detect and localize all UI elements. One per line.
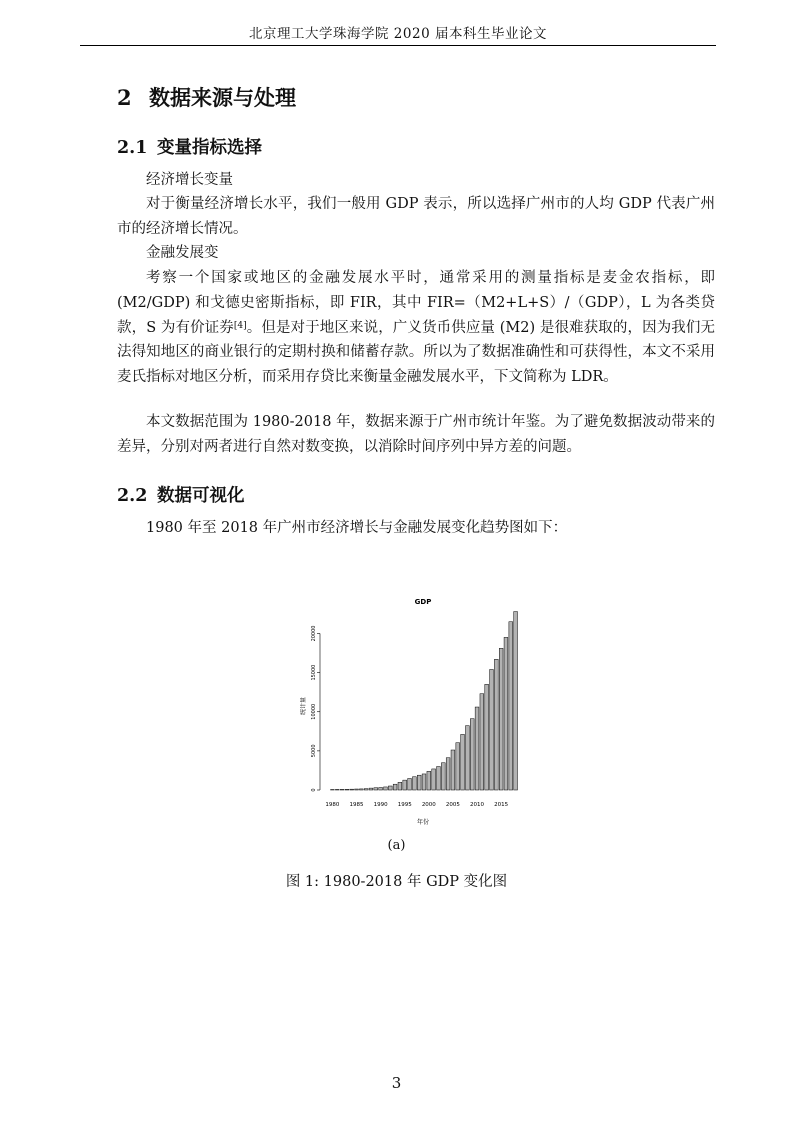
- subsection-title: 数据可视化: [157, 486, 245, 506]
- chart-bar: [504, 637, 508, 790]
- y-tick-label: 20000: [311, 625, 317, 642]
- chart-bar: [374, 788, 378, 790]
- x-tick-label: 2010: [470, 802, 485, 808]
- x-tick-label: 1980: [325, 802, 340, 808]
- chart-bar: [441, 763, 445, 790]
- chart-bar: [417, 775, 421, 790]
- chart-bar: [437, 767, 441, 790]
- paragraph-gdp: 对于衡量经济增长水平，我们一般用 GDP 表示，所以选择广州市的人均 GDP 代表广州市的经济增长情况。: [117, 196, 715, 237]
- figure-sub-label: (a): [387, 838, 406, 853]
- chart-bar: [340, 789, 344, 790]
- chart-x-label: 年份: [416, 819, 430, 826]
- chart-bar: [499, 648, 503, 790]
- x-tick-label: 1995: [397, 802, 412, 808]
- chart-bar: [422, 774, 426, 790]
- chart-bar: [490, 669, 494, 790]
- chart-bar: [412, 777, 416, 790]
- x-tick-label: 1990: [373, 802, 388, 808]
- chart-bar: [485, 684, 489, 790]
- chart-y-label: 统计量: [300, 696, 307, 716]
- header-divider: [80, 45, 716, 46]
- chart-bar: [384, 787, 388, 790]
- chart-bar: [398, 782, 402, 790]
- page-header: 北京理工大学珠海学院 2020 届本科生毕业论文: [249, 26, 547, 42]
- chart-bar: [335, 790, 339, 791]
- chart-bar: [403, 780, 407, 790]
- y-tick-label: 0: [311, 788, 317, 792]
- y-tick-label: 10000: [311, 703, 317, 720]
- paragraph-fir: [117, 266, 715, 390]
- chart-bar: [509, 622, 513, 790]
- chart-bar: [369, 788, 373, 790]
- gdp-bar-chart: [300, 590, 530, 830]
- chart-bar: [494, 659, 498, 790]
- chart-bar: [427, 771, 431, 790]
- page-number: 3: [391, 1074, 402, 1092]
- chart-bar: [364, 789, 368, 790]
- chart-bar: [451, 750, 455, 790]
- chart-bar: [432, 769, 436, 790]
- chart-bar: [359, 789, 363, 790]
- chart-bar: [475, 707, 479, 790]
- chart-bar: [388, 786, 392, 790]
- chart-bar: [379, 788, 383, 791]
- chart-bar: [456, 743, 460, 790]
- x-tick-label: 2015: [494, 802, 509, 808]
- subsection-heading-2-2: [117, 482, 245, 507]
- subsection-title: 变量指标选择: [157, 138, 262, 158]
- chart-bar: [480, 694, 484, 790]
- gdp-chart-figure: [300, 590, 530, 830]
- chart-bar: [446, 758, 450, 790]
- chart-bar: [350, 789, 354, 790]
- chart-title: GDP: [414, 598, 432, 606]
- y-tick-label: 5000: [311, 744, 317, 758]
- x-tick-label: 1985: [349, 802, 364, 808]
- chart-bar: [470, 719, 474, 790]
- section-title: 数据来源与处理: [149, 85, 296, 110]
- paragraph-fir-text-b: 。但是对于地区来说，广义货币供应量 (M2) 是很难获取的，因为我们无法得知地区的商业银行的定期村换和储蓄存款。所以为了数据准确性和可获得性，本文不采用麦氏指标对地区分析，而采用存贷比来衡量金融发展水平，下文简称为 LDR。: [117, 319, 715, 386]
- chart-y-axis: [311, 626, 320, 792]
- chart-bar: [461, 734, 465, 790]
- paragraph-figure-intro: 1980 年至 2018 年广州市经济增长与金融发展变化趋势图如下：: [146, 520, 568, 536]
- paragraph-variable-growth: 经济增长变量: [146, 172, 233, 188]
- chart-bars: [331, 612, 518, 790]
- citation-ref: [4]: [233, 320, 247, 331]
- chart-bar: [514, 612, 518, 790]
- paragraph-variable-finance: 金融发展变: [146, 245, 219, 261]
- x-tick-label: 2005: [445, 802, 460, 808]
- chart-bar: [466, 726, 470, 790]
- chart-bar: [393, 784, 397, 790]
- paragraph-fir-text-a: 考察一个国家或地区的金融发展水平时，通常采用的测量指标是麦金农指标，即 (M2/GDP) 和戈德史密斯指标，即 FIR，其中 FIR=（M2+L+S）/（GDP），L 为各类贷款，S 为有价证券: [117, 270, 715, 336]
- x-tick-label: 2000: [421, 802, 436, 808]
- section-heading: [117, 82, 296, 112]
- subsection-number: 2.1: [117, 138, 148, 158]
- chart-bar: [355, 789, 359, 790]
- subsection-number: 2.2: [117, 486, 148, 506]
- chart-bar: [345, 789, 349, 790]
- subsection-heading-2-1: [117, 134, 262, 159]
- chart-bar: [408, 779, 412, 791]
- chart-x-axis: [325, 802, 508, 808]
- section-number: 2: [117, 85, 132, 110]
- figure-caption: 图 1: 1980-2018 年 GDP 变化图: [285, 874, 508, 890]
- y-tick-label: 15000: [311, 664, 317, 681]
- paragraph-data-range: 本文数据范围为 1980-2018 年，数据来源于广州市统计年鉴。为了避免数据波动带来的差异，分别对两者进行自然对数变换，以消除时间序列中异方差的问题。: [117, 414, 715, 455]
